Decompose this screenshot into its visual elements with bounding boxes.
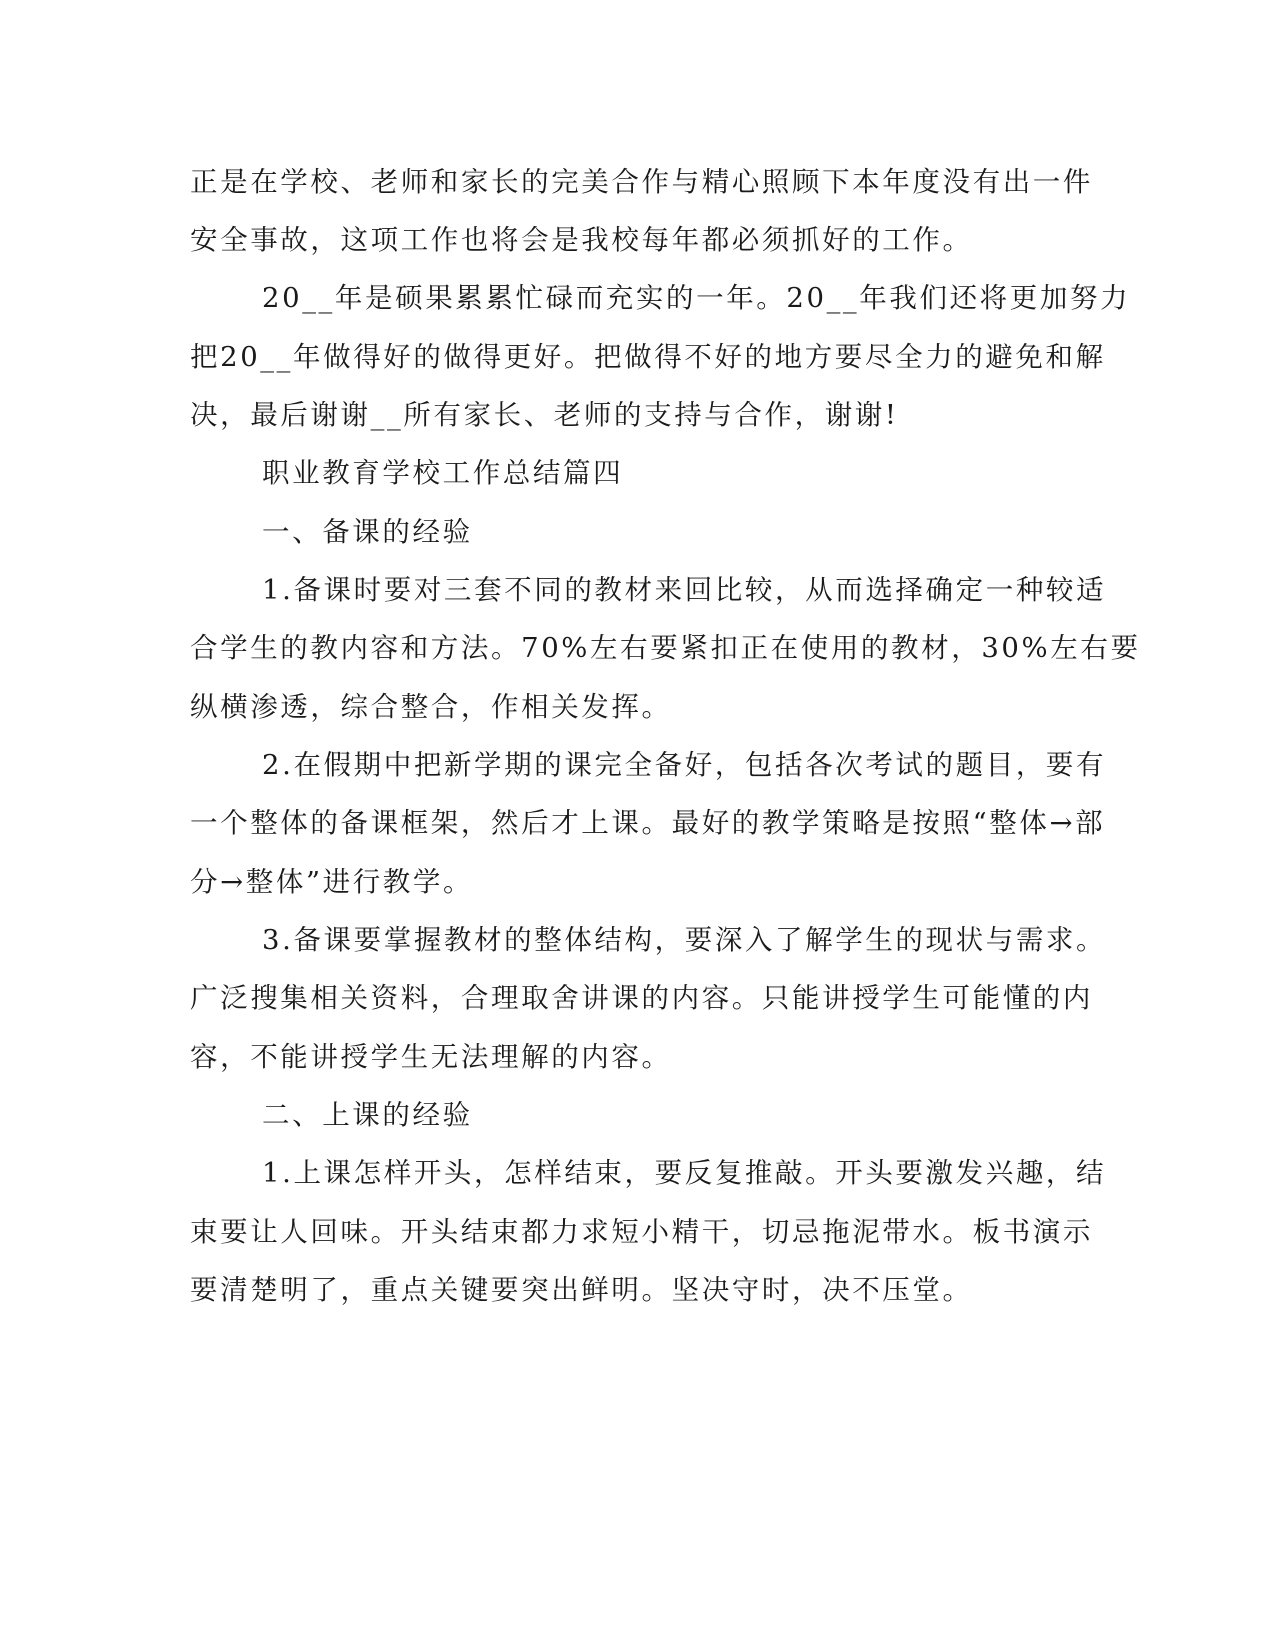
paragraph-line: 2.在假期中把新学期的课完全备好，包括各次考试的题目，要有: [262, 749, 1107, 781]
paragraph-line: 3.备课要掌握教材的整体结构，要深入了解学生的现状与需求。: [262, 924, 1107, 956]
section-title: 职业教育学校工作总结篇四: [262, 457, 624, 489]
paragraph-line: 正是在学校、老师和家长的完美合作与精心照顾下本年度没有出一件: [190, 166, 1093, 198]
paragraph-line: 1.备课时要对三套不同的教材来回比较，从而选择确定一种较适: [262, 574, 1107, 606]
paragraph-line: 把20__年做得好的做得更好。把做得不好的地方要尽全力的避免和解: [190, 341, 1106, 373]
paragraph-line: 1.上课怎样开头，怎样结束，要反复推敲。开头要激发兴趣，结: [262, 1157, 1107, 1189]
paragraph-line: 要清楚明了，重点关键要突出鲜明。坚决守时，决不压堂。: [190, 1274, 973, 1306]
paragraph-line: 纵横渗透，综合整合，作相关发挥。: [190, 691, 672, 723]
paragraph-line: 束要让人回味。开头结束都力求短小精干，切忌拖泥带水。板书演示: [190, 1216, 1093, 1248]
paragraph-line: 分→整体”进行教学。: [190, 866, 474, 898]
paragraph-line: 决，最后谢谢__所有家长、老师的支持与合作，谢谢!: [190, 399, 899, 431]
paragraph-line: 广泛搜集相关资料，合理取舍讲课的内容。只能讲授学生可能懂的内: [190, 982, 1093, 1014]
paragraph-line: 容，不能讲授学生无法理解的内容。: [190, 1041, 672, 1073]
paragraph-line: 安全事故，这项工作也将会是我校每年都必须抓好的工作。: [190, 224, 973, 256]
paragraph-line: 一个整体的备课框架，然后才上课。最好的教学策略是按照“整体→部: [190, 807, 1106, 839]
paragraph-line: 合学生的教内容和方法。70%左右要紧扣正在使用的教材，30%左右要: [190, 632, 1141, 664]
paragraph-line: 20__年是硕果累累忙碌而充实的一年。20__年我们还将更加努力: [262, 282, 1131, 314]
section-heading: 二、上课的经验: [262, 1099, 473, 1131]
section-heading: 一、备课的经验: [262, 516, 473, 548]
